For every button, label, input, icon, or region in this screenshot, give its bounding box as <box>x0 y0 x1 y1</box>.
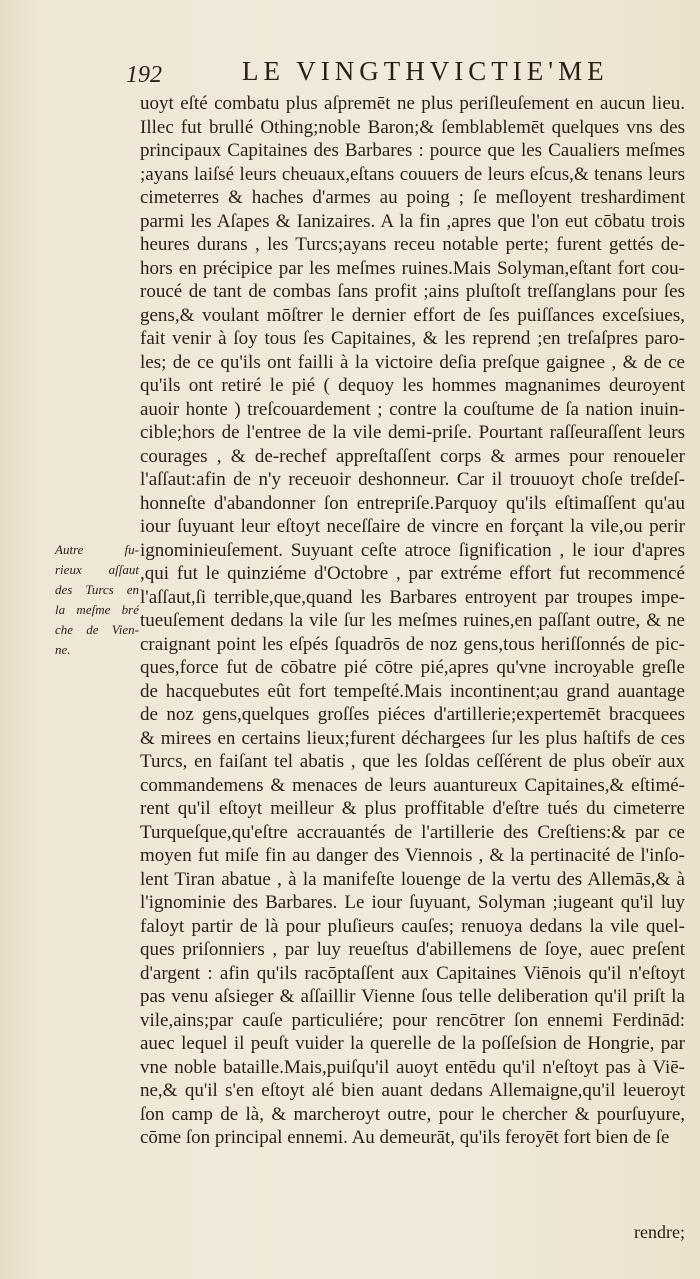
text-line: cōme ſon principal ennemi. Au demeurāt, qu'ils feroyēt fort bien de ſe <box>140 1127 670 1148</box>
text-line: ne,& qu'il s'en eſtoyt alé bien auant dedans Allemaigne,qu'il leueroyt <box>140 1080 685 1101</box>
text-line: faloyt partir de là pour pluſieurs cauſes; renuoya dedans la vile quel- <box>140 915 685 937</box>
text-line: parmi les Aſapes & Ianizaires. A la fin ,apres que l'on eut cōbatu trois <box>140 210 685 232</box>
text-line: Turqueſque,qu'eſtre accrauantés de l'artillerie des Creſtiens:& par ce <box>140 821 685 843</box>
text-line: Illec fut brullé Othing;noble Baron;& ſemblablemēt quelques vns des <box>140 116 685 138</box>
text-line: vile,ains;par cauſe particuliére; pour rencōtrer ſon ennemi Ferdinād: <box>140 1009 685 1031</box>
body-text <box>140 92 685 1150</box>
text-line: ſon camp de là, & marcheroyt outre, pour le chercher & pourſuyure, <box>140 1103 685 1125</box>
text-line: l'ignominie des Barbares. Le iour ſuyuant, Solyman ;iugeant qu'il luy <box>140 892 685 913</box>
margin-note-line: la meſme bré <box>55 602 139 617</box>
text-line: courages , & de-rechef appreſtaſſent corps & armes pour renoueler <box>140 445 685 467</box>
running-title: LE VINGTHVICTIE'ME <box>242 56 609 86</box>
margin-note-line: Autre fu- <box>55 542 139 557</box>
text-line: uoyt eſté combatu plus aſpremēt ne plus periſleuſement en aucun lieu. <box>140 93 685 114</box>
text-line: vne noble bataille.Mais,puiſqu'il auoyt entēdu qu'il n'eſtoyt pas à Viē- <box>140 1056 685 1078</box>
text-line: ques priſonniers , par luy reueſtus d'abillemens de ſoye, auec preſent <box>140 939 685 960</box>
page-number: 192 <box>126 62 162 88</box>
text-line: gens,& voulant mōſtrer le dernier effort de ſes puiſſances exceſsiues, <box>140 304 685 326</box>
text-line: ,qui fut le quinziéme d'Octobre , par extréme effort fut recommencé <box>140 563 685 584</box>
page-header <box>126 56 686 90</box>
text-line: ;ayans laiſsé leurs cheuaux,eſtans couuers de leurs eſcus,& tenans leurs <box>140 163 685 185</box>
text-line: moyen fut miſe fin au danger des Viennois , & la pertinacité de l'inſo- <box>140 845 685 866</box>
text-line: l'aſſaut:afin de n'y receuoir deshonneur. Car il trouuoyt choſe treſdeſ- <box>140 469 685 490</box>
catchword: rendre; <box>634 1222 685 1242</box>
text-line: fait venir à ſoy tous ſes Capitaines, & les reprend ;en treſaſpres paro- <box>140 328 685 349</box>
text-line: d'argent : afin qu'ils racōptaſſent aux Capitaines Viēnois qu'il n'eſtoyt <box>140 962 685 984</box>
text-line: craignant point les eſpés ſquadrōs de noz gens,tous heriſſonnés de pic- <box>140 633 685 655</box>
text-line: lent Tiran abatue , à la manifeſte louenge de la vertu des Allemās,& à <box>140 868 685 890</box>
text-line: auoir honte ) treſcouardement ; contre la couſtume de ſa nation inuin- <box>140 398 685 420</box>
margin-note <box>55 540 139 660</box>
text-line: commandemens & menaces de leurs auantureux Capitaines,& eſtimé- <box>140 774 685 796</box>
text-line: qu'ils ont retiré le pié ( dequoy les hommes magnanimes deuroyent <box>140 375 685 396</box>
text-line: hors en précipice par les meſmes ruines.Mais Solyman,eſtant fort cou- <box>140 257 685 279</box>
text-line: Turcs, en faiſant tel abatis , que les ſoldas ceſſérent de plus obeïr aux <box>140 751 685 772</box>
text-line: de noz gens,quelques groſſes piéces d'artillerie;expertemēt bracquees <box>140 704 685 725</box>
text-line: l'aſſaut,ſi terrible,que,quand les Barbares entroyent par troupes impe- <box>140 586 685 608</box>
text-line: ques,force fut de cōbatre pié cōtre pié,apres qu'vne incroyable greſle <box>140 657 685 678</box>
text-line: auec lequel il peuſt vuider la querelle de la poſſeſsion de Hongrie, par <box>140 1033 685 1054</box>
margin-note-line: ne. <box>55 642 71 657</box>
margin-note-line: che de Vien- <box>55 622 139 637</box>
text-line: pas venu aſsieger & aſſaillir Vienne ſous telle deliberation qu'il priſt la <box>140 986 685 1007</box>
text-line: cimeterres & haches d'armes au poing ; ſe meſloyent treshardiment <box>140 187 685 208</box>
text-line: & mirees en certains lieux;furent déchargees ſur les plus haſtifs de ces <box>140 727 685 749</box>
text-line: de hacquebutes eût fort tempeſté.Mais incontinent;au grand auantage <box>140 680 685 702</box>
text-line: iour ſuyuant leur eſtoyt neceſſaire de vincre en forçant la vile,ou perir <box>140 516 685 537</box>
margin-note-line: rieux aſſaut <box>55 562 139 577</box>
text-line: honneſte d'abandonner ſon entrepriſe.Parquoy qu'ils eſtimaſſent qu'au <box>140 492 685 514</box>
text-line: principaux Capitaines des Barbares : pource que les Caualiers meſmes <box>140 140 685 161</box>
text-line: ignominieuſement. Suyuant ceſte atroce ſignification , le iour d'apres <box>140 539 685 561</box>
margin-note-line: des Turcs en <box>55 582 139 597</box>
text-line: tueuſement dedans la vile ſur les meſmes ruines,en paſſant outre, & ne <box>140 610 685 631</box>
text-line: heures durans , les Turcs;ayans receu notable perte; furent gettés de- <box>140 234 685 255</box>
text-line: cible;hors de l'entree de la vile demi-priſe. Pourtant raſſeuraſſent leurs <box>140 422 685 443</box>
text-line: les; de ce qu'ils ont failli à la victoire deſia preſque gaignee , & de ce <box>140 351 685 373</box>
text-line: roucé de tant de combas ſans profit ;ains pluſtoſt treſſanglans pour ſes <box>140 281 685 302</box>
text-line: rent qu'il eſtoyt meilleur & plus proffitable d'eſtre tués du cimeterre <box>140 798 685 819</box>
